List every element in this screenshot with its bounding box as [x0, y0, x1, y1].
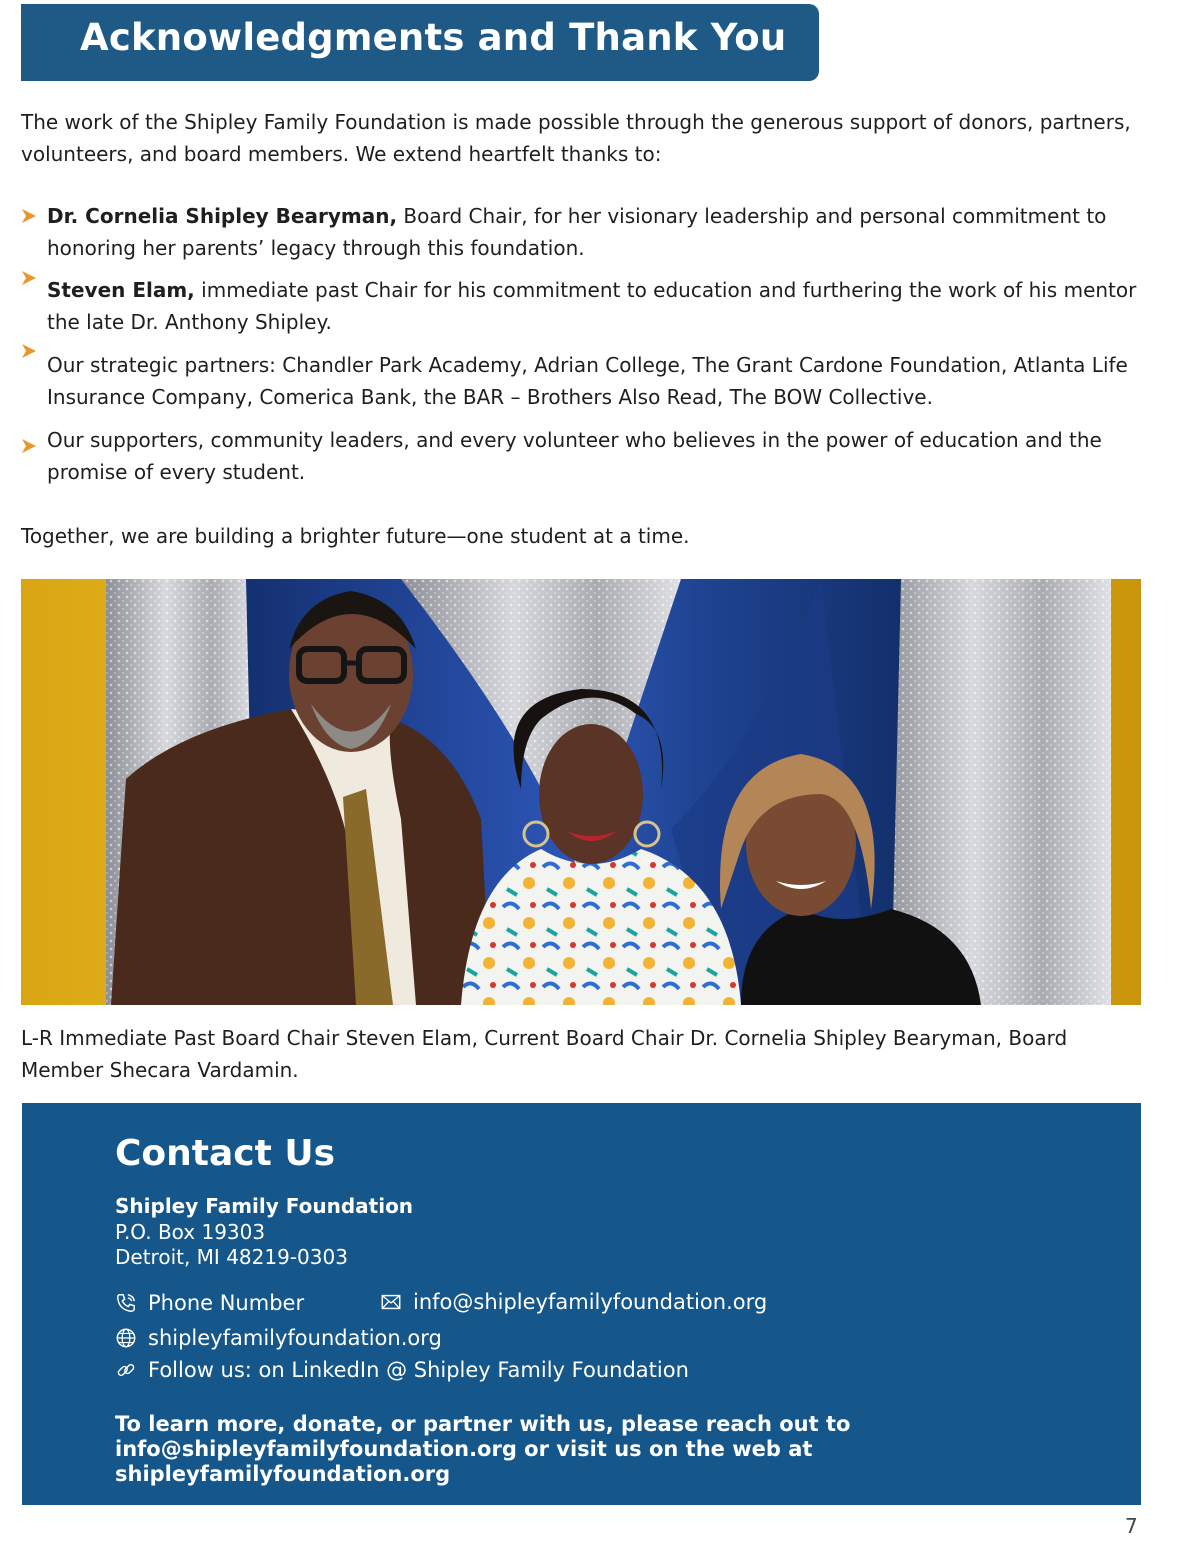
arrowhead-bullet-icon: [21, 270, 37, 286]
link-icon: [115, 1359, 137, 1381]
website-row[interactable]: [115, 1326, 442, 1350]
arrowhead-bullet-icon: [21, 208, 37, 224]
list-item: [21, 349, 1146, 413]
contact-note: [115, 1412, 1105, 1487]
intro-paragraph: The work of the Shipley Family Foundation is made possible through the generous support of donors, partners, volunteers, and board members. We extend heartfelt thanks to:: [21, 110, 1131, 166]
honoree-name: Dr. Cornelia Shipley Bearyman,: [47, 204, 398, 228]
page-number: 7: [1125, 1514, 1138, 1538]
partners-text: Our strategic partners: Chandler Park Academy, Adrian College, The Grant Cardone Foundation, Atlanta Life Insurance Company, Comerica Bank, the BAR – Brothers Also Read, The BOW Collective.: [47, 353, 1128, 409]
phone-icon: [115, 1292, 137, 1314]
page-title: Acknowledgments and Thank You: [80, 16, 787, 59]
contact-note-line: info@shipleyfamilyfoundation.org or visit us on the web at shipleyfamilyfoundation.org: [115, 1437, 813, 1486]
list-item: [21, 200, 1146, 264]
honoree-name: Steven Elam,: [47, 278, 195, 302]
honoree-text: Board Chair, for her visionary leadership and personal commitment to honoring her parents’ legacy through this foundation.: [47, 204, 1107, 260]
list-item: [21, 424, 1146, 488]
arrowhead-bullet-icon: [21, 438, 37, 454]
thanks-list: [21, 200, 1146, 488]
email-row[interactable]: [380, 1290, 767, 1314]
contact-section: [22, 1103, 1141, 1505]
list-item: [21, 274, 1146, 338]
social-row[interactable]: [115, 1358, 689, 1382]
linkedin-link[interactable]: Follow us: on LinkedIn @ Shipley Family Foundation: [148, 1358, 689, 1382]
phone-label: Phone Number: [148, 1291, 305, 1315]
globe-icon: [115, 1327, 137, 1349]
phone-row: [115, 1291, 304, 1315]
honoree-text: immediate past Chair for his commitment to education and furthering the work of his mentor the late Dr. Anthony Shipley.: [47, 278, 1137, 334]
website-link[interactable]: shipleyfamilyfoundation.org: [148, 1326, 442, 1350]
contact-title: Contact Us: [115, 1133, 336, 1174]
closing-statement: Together, we are building a brighter future—one student at a time.: [21, 524, 690, 548]
group-photo: [21, 579, 1141, 1005]
supporters-text: Our supporters, community leaders, and every volunteer who believes in the power of education and the promise of every student.: [47, 428, 1102, 484]
address-line: P.O. Box 19303: [115, 1220, 266, 1244]
envelope-icon: [380, 1291, 402, 1313]
group-photo-illustration: [21, 579, 1141, 1005]
arrowhead-bullet-icon: [21, 343, 37, 359]
organization-name: Shipley Family Foundation: [115, 1194, 414, 1218]
address-line: Detroit, MI 48219-0303: [115, 1245, 348, 1269]
contact-note-line: To learn more, donate, or partner with us, please reach out to: [115, 1412, 851, 1436]
photo-caption: L-R Immediate Past Board Chair Steven Elam, Current Board Chair Dr. Cornelia Shipley Bearyman, Board Member Shecara Vardamin.: [21, 1026, 1068, 1082]
header-banner: [21, 4, 819, 81]
email-link[interactable]: info@shipleyfamilyfoundation.org: [413, 1290, 768, 1314]
